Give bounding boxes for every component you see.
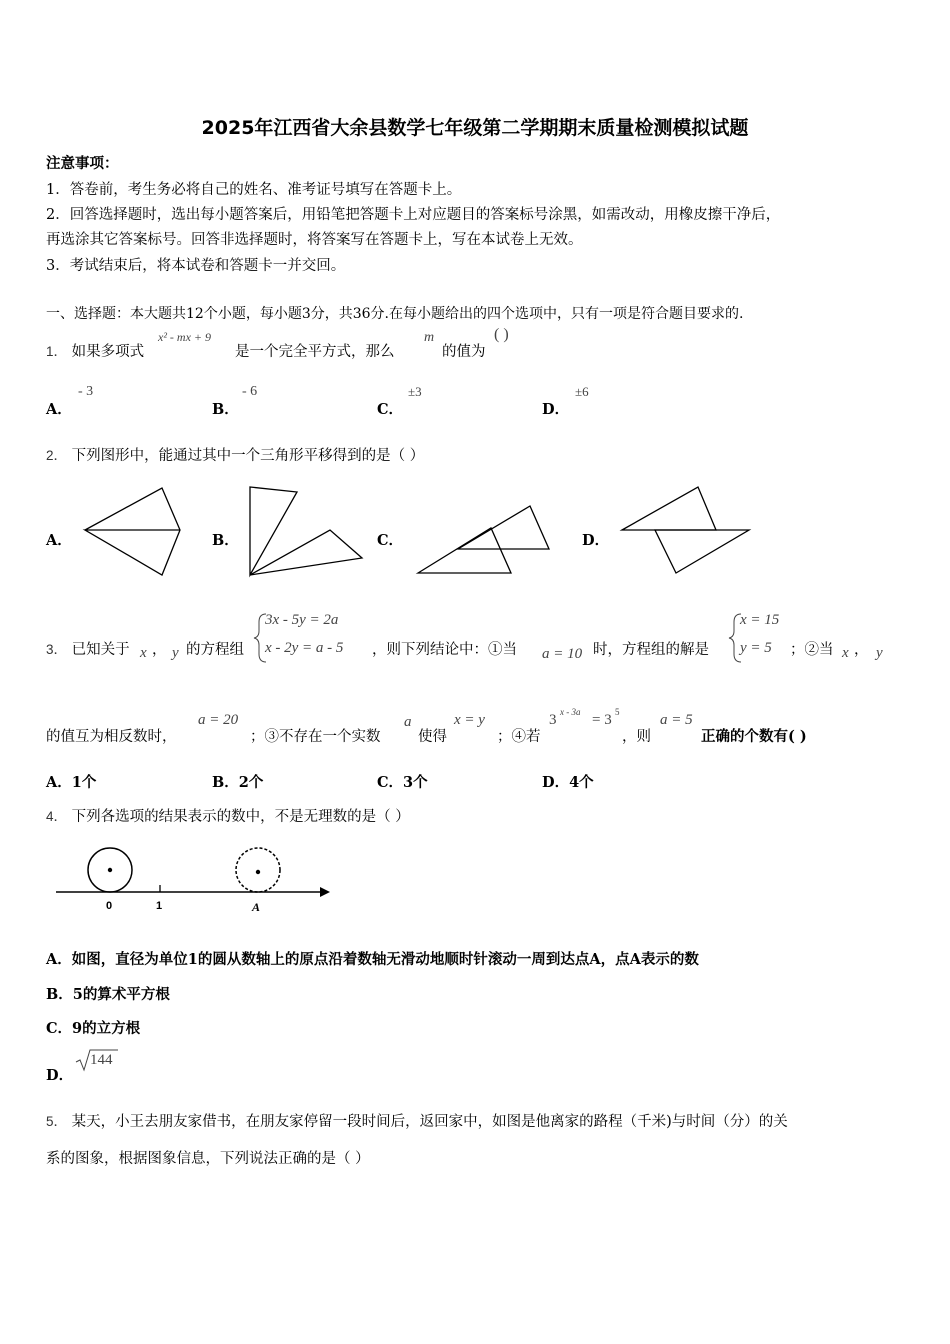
question-text: 下列各选项的结果表示的数中，不是无理数的是（ ） bbox=[71, 809, 410, 825]
option-value: ±6 bbox=[575, 384, 589, 399]
question-number: 3． bbox=[46, 642, 68, 657]
notice-item: 2．回答选择题时，选出每小题答案后，用铅笔把答题卡上对应题目的答案标号涂黑，如需改动，用橡皮擦干净后， bbox=[46, 207, 781, 223]
solution-y: y = 5 bbox=[740, 640, 772, 656]
option-label: D． bbox=[582, 532, 610, 549]
axis-label-0: 0 bbox=[106, 900, 113, 912]
solution-x: x = 15 bbox=[740, 612, 780, 628]
question-text: 是一个完全平方式，那么 bbox=[235, 344, 395, 360]
question-text: 下列图形中，能通过其中一个三角形平移得到的是（ ） bbox=[71, 448, 425, 464]
question-text: 某天，小王去朋友家借书，在朋友家停留一段时间后，返回家中，如图是他离家的路程（千米)与时间（分）的关 bbox=[71, 1114, 788, 1130]
page-title: 2025年江西省大余县数学七年级第二学期期末质量检测模拟试题 bbox=[201, 117, 749, 139]
axis-label-A: A bbox=[252, 900, 261, 914]
condition-a10: a = 10 bbox=[542, 646, 583, 662]
question-text: 使得 bbox=[418, 729, 447, 745]
option-c: C．9的立方根 bbox=[46, 1020, 141, 1037]
answer-paren: ( ) bbox=[494, 326, 509, 343]
option-c: C．3个 bbox=[377, 774, 428, 791]
question-text: ，则 bbox=[622, 729, 651, 745]
sqrt-radicand: 144 bbox=[90, 1052, 113, 1068]
condition-a20: a = 20 bbox=[198, 712, 239, 728]
variable-m: m bbox=[424, 330, 435, 345]
option-value: ±3 bbox=[408, 384, 422, 399]
question-text: 系的图象，根据图象信息，下列说法正确的是（ ） bbox=[46, 1151, 370, 1167]
power-rhs: = 3 bbox=[592, 712, 612, 728]
option-label: A． bbox=[46, 532, 72, 549]
power-exponent: 5 bbox=[615, 707, 620, 717]
notice-item: 1．答卷前，考生务必将自己的姓名、准考证号填写在答题卡上。 bbox=[46, 182, 462, 198]
notice-item: 3．考试结束后，将本试卷和答题卡一并交回。 bbox=[46, 258, 346, 274]
option-d: D．4个 bbox=[542, 774, 594, 791]
question-5 bbox=[46, 1110, 788, 1131]
polynomial-expression: x² - mx + 9 bbox=[158, 330, 212, 344]
option-label: C． bbox=[377, 401, 404, 418]
axis-label-1: 1 bbox=[156, 900, 163, 912]
option-a: A．1个 bbox=[46, 774, 97, 791]
question-text: 的值互为相反数时， bbox=[46, 729, 177, 745]
option-b: B．5的算术平方根 bbox=[46, 986, 170, 1003]
question-text: ，则下列结论中：①当 bbox=[372, 642, 517, 658]
option-label: D． bbox=[542, 401, 570, 418]
question-text: ；④若 bbox=[497, 729, 541, 745]
variable-y: y bbox=[876, 645, 883, 661]
option-label: A． bbox=[46, 401, 72, 418]
variable-x: x bbox=[140, 645, 147, 661]
option-a: A．如图，直径为单位1的圆从数轴上的原点沿着数轴无滑动地顺时针滚动一周到达点A，点A表示的数 bbox=[46, 951, 699, 968]
option-d-label: D． bbox=[46, 1067, 74, 1084]
variable-y: y bbox=[172, 645, 179, 661]
equation-1: 3x - 5y = 2a bbox=[265, 612, 339, 628]
power-exponent: x - 3a bbox=[560, 707, 581, 717]
comma: ， bbox=[854, 642, 869, 658]
notice-item: 再选涂其它答案标号。回答非选择题时，将答案写在答题卡上，写在本试卷上无效。 bbox=[46, 232, 583, 248]
question-text: 已知关于 bbox=[71, 642, 130, 658]
question-text: 正确的个数有( ) bbox=[701, 728, 807, 745]
section-heading: 一、选择题：本大题共12个小题，每小题3分，共36分.在每小题给出的四个选项中，只有一项是符合题目要求的. bbox=[46, 306, 744, 322]
question-number: 1． bbox=[46, 344, 68, 359]
condition-a5: a = 5 bbox=[660, 712, 693, 728]
comma: ， bbox=[152, 642, 167, 658]
question-number: 2． bbox=[46, 448, 68, 463]
power-base: 3 bbox=[549, 712, 557, 728]
question-text: 的值为 bbox=[442, 344, 486, 360]
option-b: B．2个 bbox=[212, 774, 264, 791]
condition-x-eq-y: x = y bbox=[454, 712, 485, 728]
variable-x: x bbox=[842, 645, 849, 661]
question-text: 如果多项式 bbox=[71, 344, 145, 360]
variable-a: a bbox=[404, 714, 412, 730]
notice-heading: 注意事项： bbox=[46, 155, 119, 172]
question-number: 4． bbox=[46, 809, 68, 824]
option-value: - 6 bbox=[242, 384, 258, 399]
question-text: 的方程组 bbox=[186, 642, 244, 658]
question-text: ；③不存在一个实数 bbox=[250, 729, 381, 745]
question-text: ；②当 bbox=[790, 642, 834, 658]
equation-2: x - 2y = a - 5 bbox=[265, 640, 344, 656]
option-value: - 3 bbox=[78, 384, 94, 399]
option-label: B． bbox=[212, 401, 239, 418]
question-text: 时，方程组的解是 bbox=[593, 642, 709, 658]
option-label: C． bbox=[377, 532, 404, 549]
option-label: B． bbox=[212, 532, 239, 549]
question-number: 5． bbox=[46, 1114, 68, 1129]
